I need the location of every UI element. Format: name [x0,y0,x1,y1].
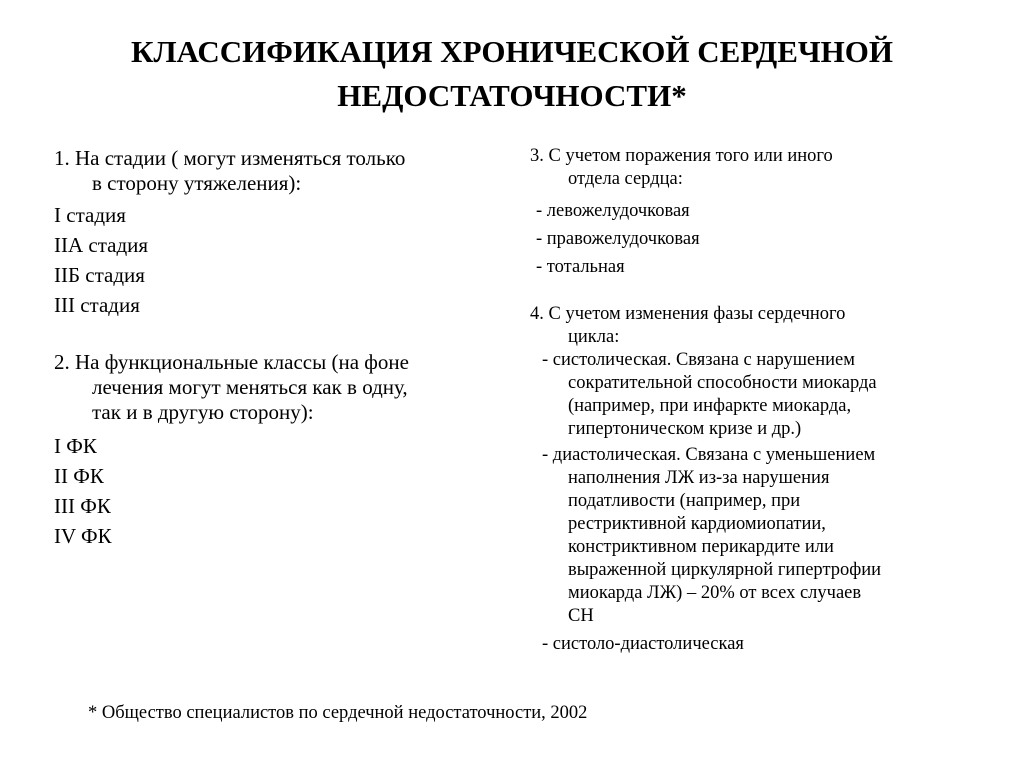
systolic-line: сократительной способности миокарда [568,373,877,393]
diastolic-line: СН [568,606,594,626]
diastolic-line: констриктивном перикардите или [568,537,834,557]
section-heart-part-heading-cont: отдела сердца: [568,169,683,189]
heart-part-item: - правожелудочковая [536,229,700,249]
section-cardiac-cycle [530,303,990,656]
diastolic-line: рестриктивной кардиомиопатии, [568,514,826,534]
left-column [54,146,514,551]
diastolic-line: податливости (например, при [568,491,801,511]
section-fc-heading-cont: лечения могут меняться как в одну, [92,375,408,399]
fc-item: II ФК [54,464,104,488]
section-fc-heading: 2. На функциональные классы (на фоне [54,350,409,374]
stage-item: III стадия [54,293,140,317]
section-cycle-heading-cont: цикла: [568,327,620,347]
title-line-1: КЛАССИФИКАЦИЯ ХРОНИЧЕСКОЙ СЕРДЕЧНОЙ [130,34,894,69]
fc-item: I ФК [54,434,97,458]
systolic-block [530,349,990,441]
diastolic-line: наполнения ЛЖ из-за нарушения [568,468,830,488]
section-stages-heading-cont: в сторону утяжеления): [92,171,302,195]
systolic-line: гипертоническом кризе и др.) [568,419,802,439]
section-cycle-heading: 4. С учетом изменения фазы сердечного [530,304,846,324]
fc-item: IV ФК [54,524,112,548]
heart-part-item: - тотальная [536,257,625,277]
fc-item: III ФК [54,494,111,518]
section-heart-part [530,145,990,281]
section-functional-classes [54,350,514,551]
section-heart-part-heading: 3. С учетом поражения того или иного [530,146,833,166]
footnote: * Общество специалистов по сердечной недостаточности, 2002 [88,703,588,723]
systolic-line: (например, при инфаркте миокарда, [568,396,852,416]
section-stages-heading: 1. На стадии ( могут изменяться только [54,146,406,170]
stage-item: IIА стадия [54,233,149,257]
mixed-type: - систоло-диастолическая [542,634,744,654]
systolic-line: - систолическая. Связана с нарушением [542,350,855,370]
heart-part-item: - левожелудочковая [536,201,690,221]
section-fc-heading-cont: так и в другую сторону): [92,400,314,424]
right-column [530,145,990,656]
section-stages [54,146,514,320]
diastolic-line: - диастолическая. Связана с уменьшением [542,445,876,465]
stage-item: I стадия [54,203,126,227]
stage-item: IIБ стадия [54,263,145,287]
title-line-2: НЕДОСТАТОЧНОСТИ* [337,78,687,113]
diastolic-line: миокарда ЛЖ) – 20% от всех случаев [568,583,862,603]
diastolic-line: выраженной циркулярной гипертрофии [568,560,882,580]
diastolic-block [530,444,990,628]
page-title [0,30,1024,118]
